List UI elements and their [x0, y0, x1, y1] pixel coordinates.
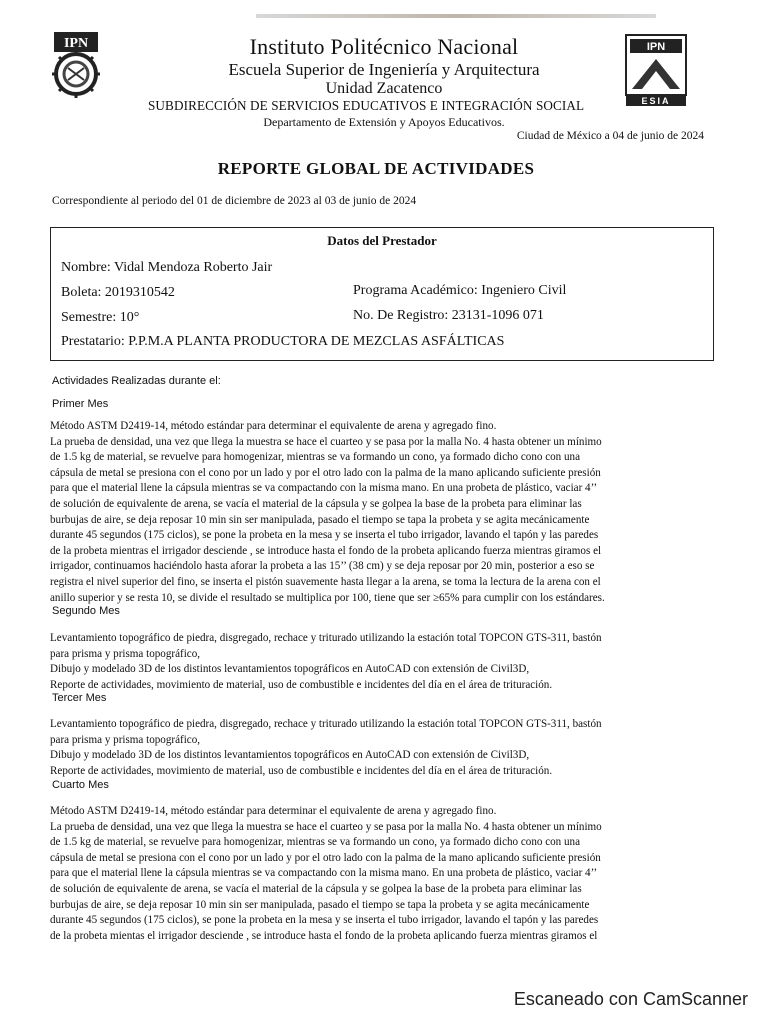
paragraph-line: de 1.5 kg de material, se revuelve para homogenizar, mientras se va formando un cono, ya formado dicho cono con una [50, 451, 581, 464]
paragraph-line: registra el nivel superior del fino, se inserta el pistón suavemente hasta llegar a la arena, se toma la lectura de la arena con el [50, 575, 601, 588]
paragraph-line: anillo superior y se resta 10, se divide el resultado se multiplica por 100, tiene que ser ≥65% para cumplir con los estándares. [50, 591, 605, 604]
month3-label: Tercer Mes [52, 692, 107, 704]
unit-name: Unidad Zacatenco [325, 80, 443, 97]
provider-borrower: Prestatario: P.P.M.A PLANTA PRODUCTORA DE MEZCLAS ASFÁLTICAS [61, 334, 505, 349]
paragraph-line: de solución de equivalente de arena, se vacía el material de la cápsula y se golpea la base de la probeta para eliminar las [50, 497, 582, 510]
paragraph-line: de la probeta mientras el irrigador desciende , se introduce hasta el fondo de la probeta aplicando fuerza mientras giramos el [50, 544, 602, 557]
provider-data-box [50, 227, 714, 361]
month4-label: Cuarto Mes [52, 779, 109, 791]
paragraph-line: irrigador, continuamos haciéndolo hasta aforar la probeta a las 15’’ (38 cm) y se deja reposar por 20 min, posterior a eso se [50, 560, 595, 573]
scan-edge-shadow [256, 14, 656, 18]
paragraph-line: de la probeta mientas el irrigador desciende , se introduce hasta el fondo de la probeta aplicando fuerza mientras giramos el [50, 929, 598, 942]
institution-name: Instituto Politécnico Nacional [249, 34, 519, 59]
month1-label: Primer Mes [52, 398, 109, 410]
report-period: Correspondiente al periodo del 01 de diciembre de 2023 al 03 de junio de 2024 [52, 195, 417, 207]
paragraph-line: de 1.5 kg de material, se revuelve para homogenizar, mientras se va formando un cono, ya formado dicho cono con una [50, 836, 581, 849]
report-title: REPORTE GLOBAL DE ACTIVIDADES [217, 159, 535, 178]
paragraph-line: para prisma y prisma topográfico, [50, 733, 201, 746]
paragraph-line: para prisma y prisma topográfico, [50, 647, 201, 660]
department-name: Departamento de Extensión y Apoyos Educativos. [263, 115, 505, 129]
subdirection-name: SUBDIRECCIÓN DE SERVICIOS EDUCATIVOS E INTEGRACIÓN SOCIAL [148, 98, 585, 113]
camscanner-watermark: Escaneado con CamScanner [513, 989, 748, 1009]
paragraph-line: Levantamiento topográfico de piedra, disgregado, rechace y triturado utilizando la estación total TOPCON GTS-311, bastón [50, 632, 602, 644]
month1-paragraph [50, 419, 710, 606]
paragraph-line: cápsula de metal se presiona con el cono por un lado y por el otro lado con la palma de la mano aplicando suficiente presión [50, 466, 601, 479]
paragraph-line: burbujas de aire, se deja reposar 10 min sin ser manipulada, pasado el tiempo se tapa la probeta y se agita mecánicamente [50, 898, 590, 911]
provider-registry: No. De Registro: 23131-1096 071 [353, 308, 544, 323]
paragraph-line: Método ASTM D2419-14, método estándar para determinar el equivalente de arena y agregado fino. [50, 805, 497, 817]
paragraph-line: Levantamiento topográfico de piedra, disgregado, rechace y triturado utilizando la estación total TOPCON GTS-311, bastón [50, 718, 602, 730]
month3-paragraph [50, 717, 710, 779]
paragraph-line: de solución de equivalente de arena, se vacía el material de la cápsula y se golpea la base de la probeta para eliminar las [50, 882, 582, 895]
paragraph-line: Reporte de actividades, movimiento de material, uso de combustible e incidentes del día en el área de trituración. [50, 764, 553, 777]
paragraph-line: para que el material llene la cápsula mientras se va compactando con la misma mano. En una probeta de plástico, vaciar 4’’ [50, 867, 598, 880]
paragraph-line: cápsula de metal se presiona con el cono por un lado y por el otro lado con la palma de la mano aplicando suficiente presión [50, 851, 601, 864]
activities-intro: Actividades Realizadas durante el: [52, 375, 221, 387]
school-name: Escuela Superior de Ingeniería y Arquitectura [228, 60, 540, 79]
svg-text:ESIA: ESIA [641, 96, 671, 106]
document-date: Ciudad de México a 04 de junio de 2024 [516, 130, 704, 142]
paragraph-line: durante 45 segundos (175 ciclos), se pone la probeta en la mesa y se inserta el tubo irrigador, lavando el tapón y las paredes [50, 529, 599, 542]
paragraph-line: burbujas de aire, se deja reposar 10 min sin ser manipulada, pasado el tiempo se tapa la probeta y se agita mecánicamente [50, 513, 590, 526]
provider-semester: Semestre: 10° [61, 310, 140, 325]
paragraph-line: La prueba de densidad, una vez que llega la muestra se hace el cuarteo y se pasa por la malla No. 4 hasta obtener un mínimo [50, 820, 602, 833]
paragraph-line: Método ASTM D2419-14, método estándar para determinar el equivalente de arena y agregado fino. [50, 420, 497, 432]
month4-paragraph [50, 804, 710, 944]
paragraph-line: para que el material llene la cápsula mientras se va compactando con la misma mano. En una probeta de plástico, vaciar 4’’ [50, 482, 598, 495]
provider-boleta: Boleta: 2019310542 [61, 285, 175, 300]
provider-program: Programa Académico: Ingeniero Civil [353, 283, 567, 298]
paragraph-line: La prueba de densidad, una vez que llega la muestra se hace el cuarteo y se pasa por la malla No. 4 hasta obtener un mínimo [50, 435, 602, 448]
paragraph-line: Dibujo y modelado 3D de los distintos levantamientos topográficos en AutoCAD con extensión de Civil3D, [50, 663, 530, 676]
month2-label: Segundo Mes [52, 605, 120, 617]
provider-box-heading: Datos del Prestador [327, 233, 437, 248]
provider-name: Nombre: Vidal Mendoza Roberto Jair [61, 260, 273, 275]
paragraph-line: Reporte de actividades, movimiento de material, uso de combustible e incidentes del día en el área de trituración. [50, 678, 553, 691]
svg-text:IPN: IPN [646, 41, 666, 53]
paragraph-line: Dibujo y modelado 3D de los distintos levantamientos topográficos en AutoCAD con extensión de Civil3D, [50, 749, 530, 762]
month2-paragraph [50, 631, 710, 693]
paragraph-line: durante 45 segundos (175 ciclos), se pone la probeta en la mesa y se inserta el tubo irrigador, lavando el tapón y las paredes [50, 914, 599, 927]
svg-text:IPN: IPN [63, 36, 89, 51]
